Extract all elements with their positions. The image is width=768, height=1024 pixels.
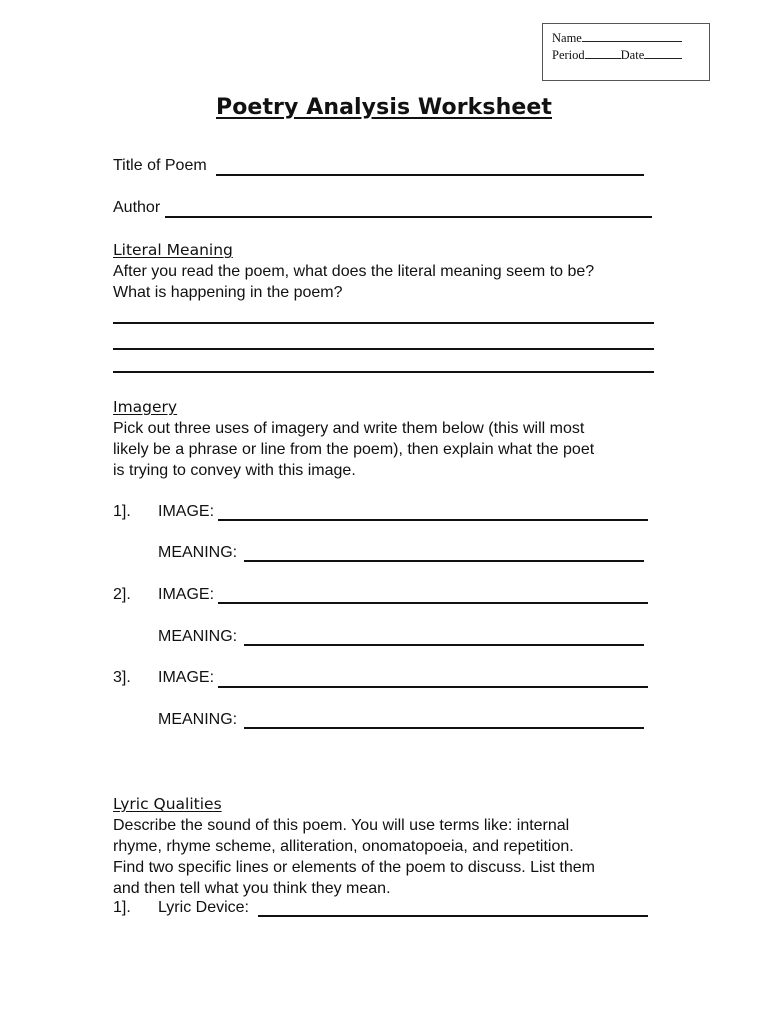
- imagery-item-2-meaning-label: MEANING:: [158, 628, 238, 645]
- literal-meaning-instructions: [113, 261, 673, 303]
- period-field[interactable]: [585, 47, 621, 59]
- lyric-qualities-instructions: [113, 815, 673, 899]
- imagery-line-3: is trying to convey with this image.: [113, 462, 356, 479]
- name-row: [552, 30, 682, 46]
- lyric-line-3: Find two specific lines or elements of the poem to discuss. List them: [113, 859, 595, 876]
- title-of-poem-label: Title of Poem: [113, 157, 207, 174]
- imagery-heading: Imagery: [113, 398, 178, 416]
- literal-answer-line-3[interactable]: [113, 371, 654, 373]
- lyric-item-1-number: 1].: [113, 899, 131, 916]
- imagery-item-3-number: 3].: [113, 669, 131, 686]
- imagery-line-2: likely be a phrase or line from the poem), then explain what the poet: [113, 441, 595, 458]
- imagery-item-1-number: 1].: [113, 503, 131, 520]
- period-date-row: [552, 47, 682, 63]
- date-label: Date: [620, 48, 645, 62]
- literal-meaning-line-1: After you read the poem, what does the literal meaning seem to be?: [113, 263, 595, 280]
- imagery-item-1-meaning-label: MEANING:: [158, 544, 238, 561]
- lyric-qualities-heading: Lyric Qualities: [113, 795, 222, 813]
- name-label: Name: [552, 31, 582, 45]
- imagery-item-2-image-label: IMAGE:: [158, 586, 215, 603]
- imagery-instructions: [113, 418, 673, 481]
- imagery-line-1: Pick out three uses of imagery and write them below (this will most: [113, 420, 585, 437]
- author-field[interactable]: [165, 216, 652, 218]
- lyric-item-1-device-field[interactable]: [258, 915, 648, 917]
- imagery-item-2-meaning-field[interactable]: [244, 644, 644, 646]
- literal-answer-line-1[interactable]: [113, 322, 654, 324]
- lyric-item-1-device-label: Lyric Device:: [158, 899, 249, 916]
- imagery-item-3-meaning-label: MEANING:: [158, 711, 238, 728]
- imagery-item-2-number: 2].: [113, 586, 131, 603]
- page-title: Poetry Analysis Worksheet: [215, 95, 553, 120]
- period-label: Period: [552, 48, 585, 62]
- literal-meaning-line-2: What is happening in the poem?: [113, 284, 343, 301]
- title-of-poem-field[interactable]: [216, 174, 644, 176]
- lyric-line-4: and then tell what you think they mean.: [113, 880, 391, 897]
- author-label: Author: [113, 199, 161, 216]
- literal-answer-line-2[interactable]: [113, 348, 654, 350]
- imagery-item-3-meaning-field[interactable]: [244, 727, 644, 729]
- imagery-item-2-image-field[interactable]: [218, 602, 648, 604]
- imagery-item-3-image-field[interactable]: [218, 686, 648, 688]
- imagery-item-1-image-field[interactable]: [218, 519, 648, 521]
- imagery-item-3-image-label: IMAGE:: [158, 669, 215, 686]
- lyric-line-2: rhyme, rhyme scheme, alliteration, onomatopoeia, and repetition.: [113, 838, 574, 855]
- imagery-item-1-image-label: IMAGE:: [158, 503, 215, 520]
- name-field[interactable]: [582, 30, 682, 42]
- name-period-date-box: [542, 23, 710, 81]
- lyric-line-1: Describe the sound of this poem. You will use terms like: internal: [113, 817, 570, 834]
- date-field[interactable]: [644, 47, 682, 59]
- imagery-item-1-meaning-field[interactable]: [244, 560, 644, 562]
- literal-meaning-heading: Literal Meaning: [113, 241, 233, 259]
